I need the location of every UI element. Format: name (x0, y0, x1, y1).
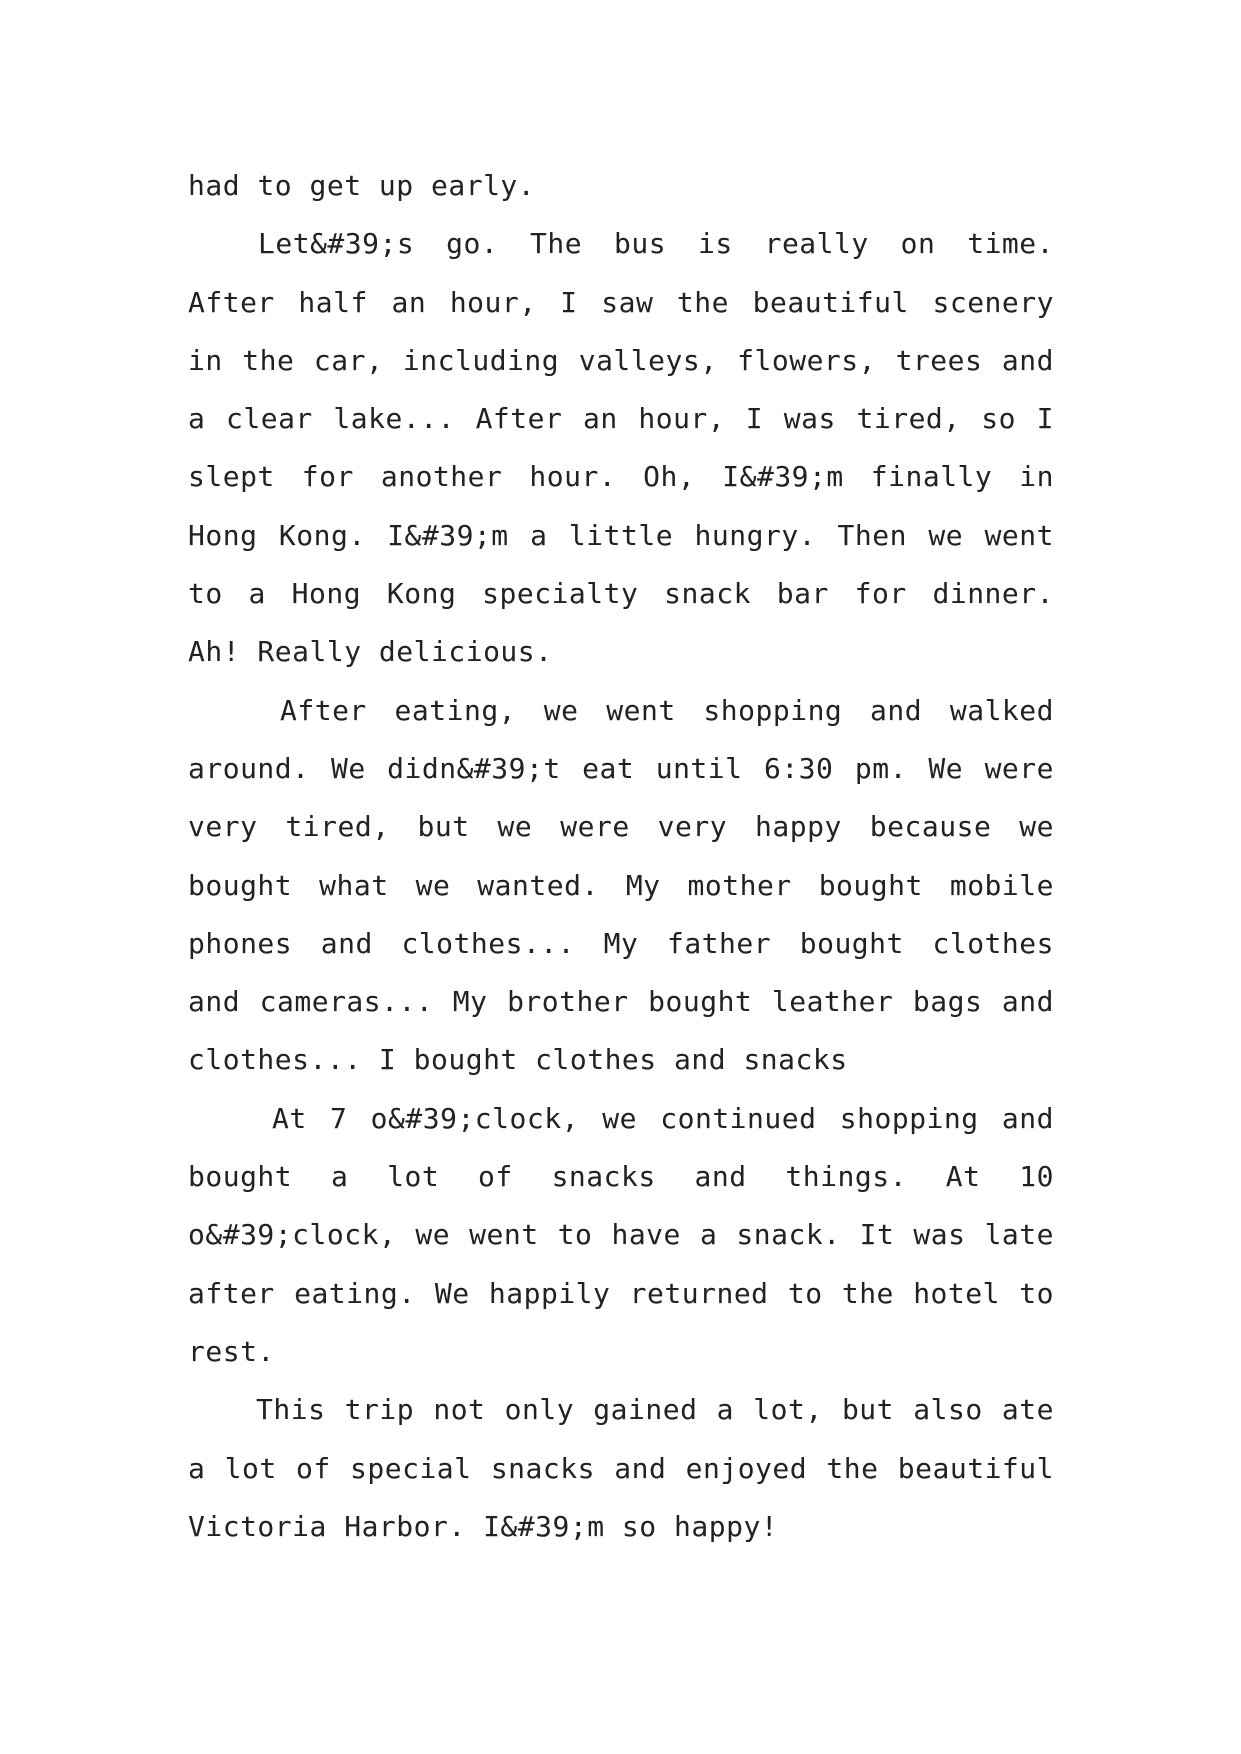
paragraph-bus-trip: Let&#39;s go. The bus is really on time. After half an hour, I saw the beautiful scenery in the car, including valleys, flowers, trees and a clear lake... After an hour, I was tired, so I slept for another hour. Oh, I&#39;m finally in Hong Kong. I&#39;m a little hungry. Then we went to a Hong Kong specialty snack bar for dinner. Ah! Really delicious. (188, 227, 1054, 669)
document-body (188, 157, 1054, 1556)
paragraph-continuation: had to get up early. (188, 169, 536, 202)
paragraph-shopping: After eating, we went shopping and walked around. We didn&#39;t eat until 6:30 pm. We were very tired, but we were very happy because we bought what we wanted. My mother bought mobile phones and clothes... My father bought clothes and cameras... My brother bought leather bags and clothes... I bought clothes and snacks (188, 693, 1054, 1077)
paragraph-evening: At 7 o&#39;clock, we continued shopping and bought a lot of snacks and things. At 10 o&#39;clock, we went to have a snack. It was late after eating. We happily returned to the hotel to rest. (188, 1101, 1054, 1368)
paragraph-conclusion: This trip not only gained a lot, but also ate a lot of special snacks and enjoyed the beautiful Victoria Harbor. I&#39;m so happy! (188, 1393, 1054, 1543)
